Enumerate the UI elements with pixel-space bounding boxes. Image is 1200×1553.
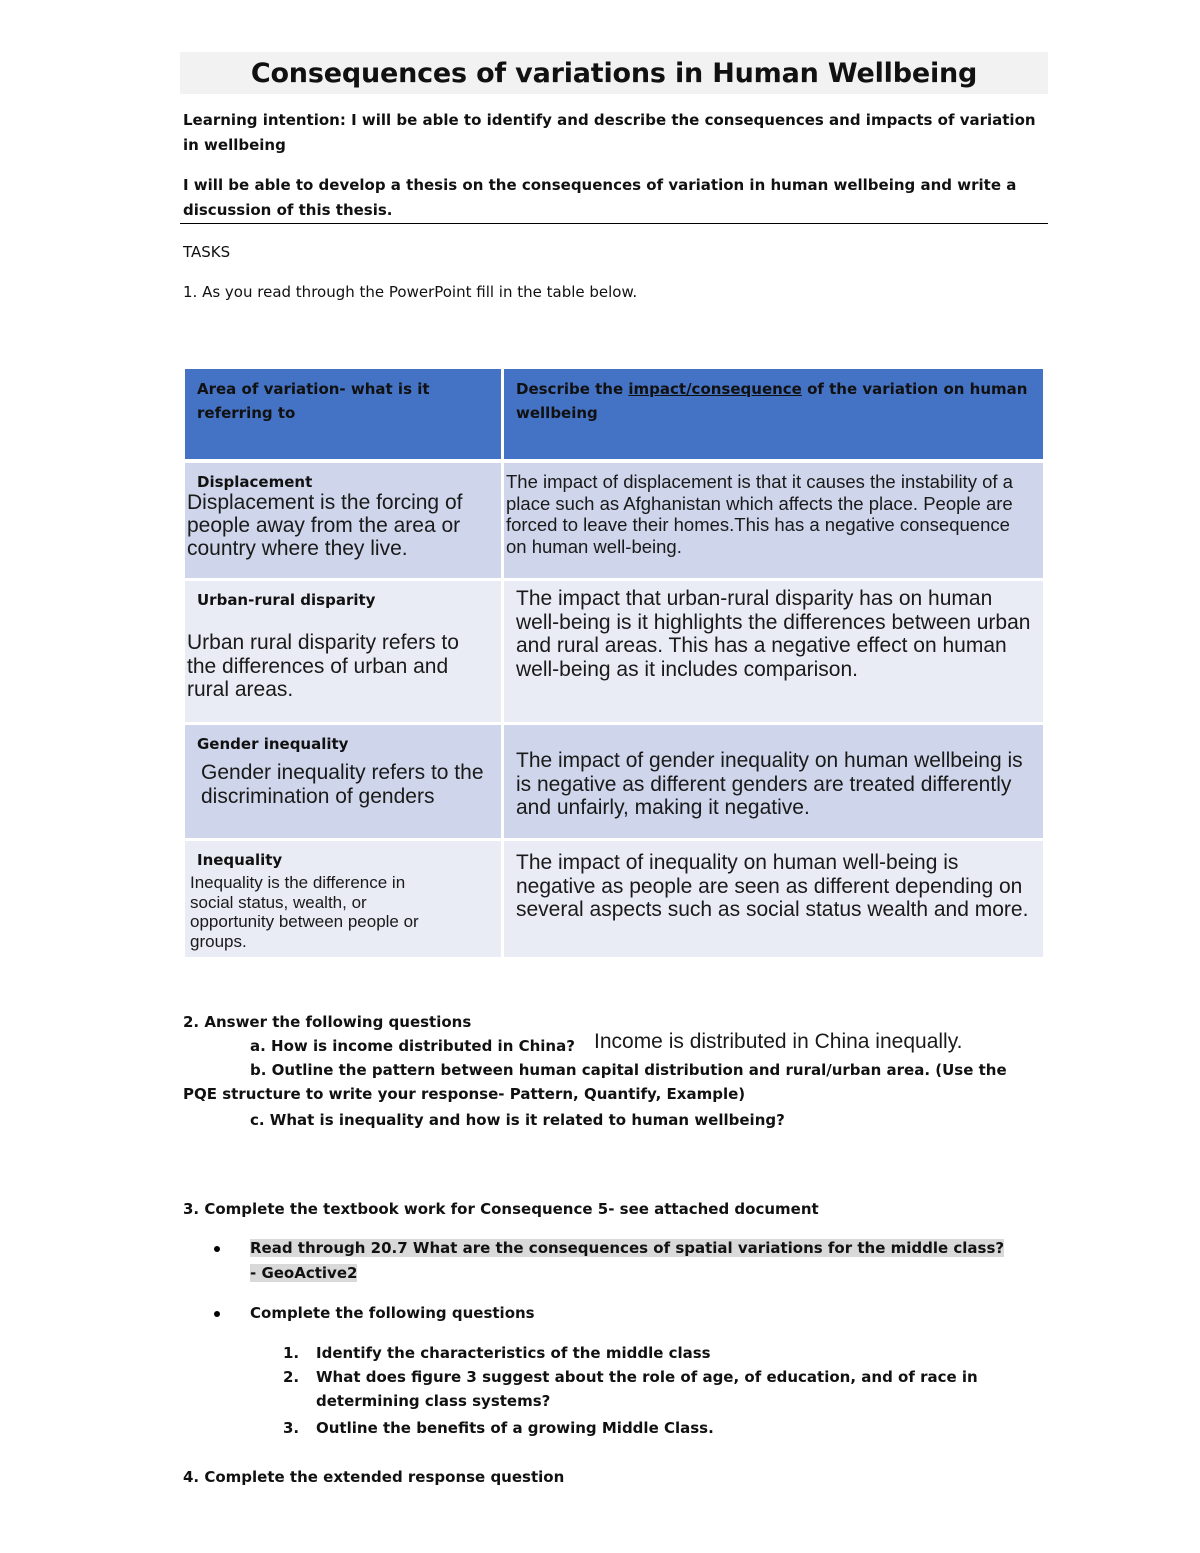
area-title: Inequality <box>197 851 283 869</box>
header-impact: Describe the impact/consequence of the variation on human wellbeing <box>504 369 1043 459</box>
page-title: Consequences of variations in Human Wellbeing <box>180 52 1048 94</box>
variation-table <box>185 369 1043 957</box>
area-title: Displacement <box>197 473 313 491</box>
row-inequality-impact <box>504 841 1043 957</box>
row-urban-rural-impact <box>504 581 1043 722</box>
q2-a-answer[interactable]: Income is distributed in China inequally. <box>594 1030 963 1053</box>
q4-heading: 4. Complete the extended response question <box>183 1468 565 1486</box>
area-title: Gender inequality <box>197 735 349 753</box>
q2-heading: 2. Answer the following questions <box>183 1013 472 1031</box>
row-urban-rural-area <box>185 581 501 722</box>
bullet-dot <box>214 1311 220 1317</box>
bullet-dot <box>214 1246 220 1252</box>
area-definition[interactable]: Urban rural disparity refers to the differences of urban and rural areas. <box>187 631 459 701</box>
row-displacement-area <box>185 463 501 578</box>
row-inequality-area <box>185 841 501 957</box>
task-1-instruction: 1. As you read through the PowerPoint fill in the table below. <box>183 283 638 301</box>
row-gender-inequality-area <box>185 725 501 838</box>
area-definition[interactable]: Inequality is the difference in social status, wealth, or opportunity between people or groups. <box>190 873 419 951</box>
q2-a: a. How is income distributed in China? <box>250 1037 575 1055</box>
row-gender-inequality-impact <box>504 725 1043 838</box>
area-title: Urban-rural disparity <box>197 591 376 609</box>
q3-heading: 3. Complete the textbook work for Consequence 5- see attached document <box>183 1200 819 1218</box>
impact-consequence-underlined: impact/consequence <box>628 380 802 398</box>
impact-answer[interactable]: The impact of gender inequality on human wellbeing is is negative as different genders are treated differently and unfairly, making it negative. <box>516 749 1023 819</box>
impact-answer[interactable]: The impact that urban-rural disparity has on human well-being is it highlights the differences between urban and rural areas. This has a negative effect on human well-being as it includes comparison. <box>516 587 1031 681</box>
area-definition[interactable]: Displacement is the forcing of people away from the area or country where they live. <box>187 491 463 560</box>
tasks-heading: TASKS <box>183 243 231 261</box>
header-area-of-variation: Area of variation- what is it referring to <box>185 369 501 459</box>
row-displacement-impact <box>504 463 1043 578</box>
thesis-intention: I will be able to develop a thesis on the consequences of variation in human wellbeing and write a discussion of this thesis. <box>183 176 1017 219</box>
learning-intention: Learning intention: I will be able to identify and describe the consequences and impacts of variation in wellbeing <box>183 111 1036 154</box>
divider <box>180 223 1048 224</box>
highlighted-text: Read through 20.7 What are the consequences of spatial variations for the middle class?- GeoActive2 <box>250 1239 1005 1282</box>
impact-answer[interactable]: The impact of displacement is that it causes the instability of a place such as Afghanistan which affects the place. People are forced to leave their homes.This has a negative consequence on human well-being. <box>506 471 1013 557</box>
area-definition[interactable]: Gender inequality refers to the discrimination of genders <box>201 761 484 808</box>
q2-b: b. Outline the pattern between human capital distribution and rural/urban area. (Use the PQE structure to write your response- Pattern, Quantify, Example) <box>183 1061 1007 1103</box>
q2-c: c. What is inequality and how is it related to human wellbeing? <box>250 1111 785 1129</box>
impact-answer[interactable]: The impact of inequality on human well-being is negative as people are seen as different depending on several aspects such as social status wealth and more. <box>516 851 1029 921</box>
